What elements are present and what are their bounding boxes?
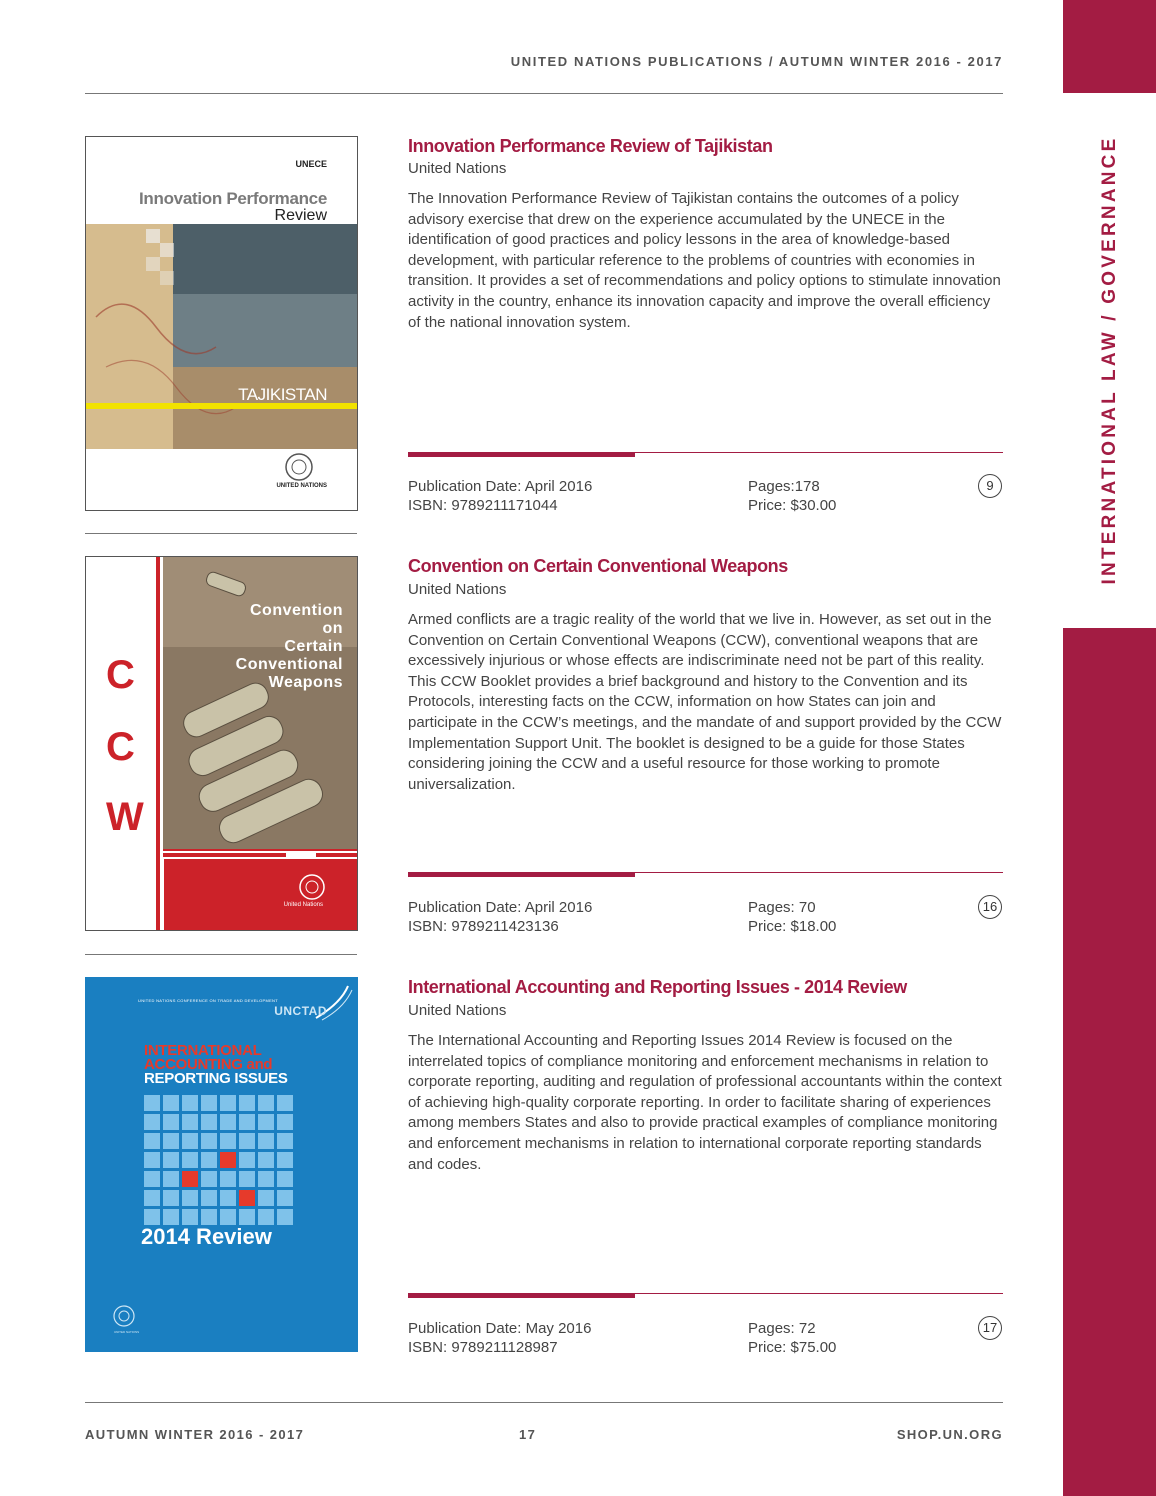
cover-grid-cell — [144, 1114, 160, 1130]
publication-isbn: ISBN: 9789211171044 — [408, 497, 558, 514]
publication-pages: Pages: 70 — [748, 899, 816, 916]
cover-grid-cell — [239, 1114, 255, 1130]
cover-title: INTERNATIONAL ACCOUNTING and REPORTING ISSUES — [144, 1042, 288, 1087]
cover-grid-cell — [163, 1114, 179, 1130]
cover-grid-cell — [239, 1190, 255, 1206]
cover-grid-cell — [201, 1114, 217, 1130]
cover-grid-cell — [258, 1152, 274, 1168]
publication-title[interactable]: International Accounting and Reporting Issues - 2014 Review — [408, 977, 907, 997]
publication-isbn: ISBN: 9789211423136 — [408, 918, 559, 935]
cover-grid-cell — [277, 1209, 293, 1225]
cover-grid-cell — [163, 1171, 179, 1187]
reference-number: 16 — [978, 895, 1002, 919]
footer-edition: AUTUMN WINTER 2016 - 2017 — [85, 1427, 305, 1442]
cover-title-2: Review — [274, 207, 327, 224]
publication-title[interactable]: Convention on Certain Conventional Weapons — [408, 556, 788, 576]
cover-grid-cell — [277, 1152, 293, 1168]
publication-author: United Nations — [408, 160, 507, 177]
cover-grid-cell — [277, 1114, 293, 1130]
cover-grid-cell — [201, 1190, 217, 1206]
publication-title[interactable]: Innovation Performance Review of Tajikistan — [408, 136, 773, 156]
cover-grid-cell — [277, 1190, 293, 1206]
publication-date-isbn — [408, 477, 592, 515]
publication-date-isbn — [408, 898, 592, 936]
cover-grid-cell — [220, 1209, 236, 1225]
cover-grid-cell — [258, 1133, 274, 1149]
page-number: 17 — [519, 1427, 537, 1442]
cover-grid-cell — [182, 1114, 198, 1130]
publication-price: Price: $18.00 — [748, 918, 837, 935]
cover-grid-cell — [182, 1190, 198, 1206]
publication-divider-accent — [408, 1293, 635, 1298]
cover-grid-cell — [258, 1190, 274, 1206]
cover-grid-cell — [201, 1095, 217, 1111]
cover-letter-c: C — [106, 653, 135, 697]
cover-grid-cell — [220, 1171, 236, 1187]
cover-title: Convention on Certain Conventional Weapons — [235, 602, 343, 691]
section-rule — [85, 954, 357, 955]
cover-tajikistan[interactable] — [85, 136, 358, 511]
publication-date: Publication Date: April 2016 — [408, 899, 593, 916]
cover-grid-cell — [182, 1133, 198, 1149]
cover-grid-cell — [220, 1190, 236, 1206]
cover-grid-cell — [182, 1095, 198, 1111]
cover-publisher: United Nations — [283, 902, 323, 908]
cover-publisher: UNITED NATIONS — [114, 1330, 140, 1334]
cover-ccw[interactable] — [85, 556, 358, 931]
cover-grid-cell — [182, 1209, 198, 1225]
publication-date: Publication Date: May 2016 — [408, 1320, 592, 1337]
cover-grid-cell — [239, 1152, 255, 1168]
cover-title-1: Innovation Performance — [139, 189, 327, 208]
cover-grid-cell — [220, 1095, 236, 1111]
cover-grid-cell — [144, 1190, 160, 1206]
cover-grid-cell — [258, 1114, 274, 1130]
section-rule — [85, 533, 357, 534]
cover-grid-cell — [277, 1133, 293, 1149]
cover-grid-cell — [201, 1133, 217, 1149]
cover-grid-cell — [163, 1133, 179, 1149]
publication-pages-price — [748, 477, 836, 515]
section-label: INTERNATIONAL LAW / GOVERNANCE — [1098, 135, 1120, 585]
cover-grid-cell — [163, 1209, 179, 1225]
publication-pages-price — [748, 1319, 836, 1357]
publication-pages: Pages:178 — [748, 478, 820, 495]
reference-number: 17 — [978, 1316, 1002, 1340]
cover-grid-cell — [144, 1209, 160, 1225]
cover-grid-cell — [258, 1171, 274, 1187]
side-tab-top — [1063, 0, 1156, 93]
cover-grid-cell — [163, 1152, 179, 1168]
publication-divider-accent — [408, 452, 635, 457]
cover-grid-cell — [144, 1171, 160, 1187]
cover-country: TAJIKISTAN — [238, 385, 327, 404]
cover-art — [86, 978, 358, 1352]
cover-grid-cell — [258, 1209, 274, 1225]
publication-description: Armed conflicts are a tragic reality of the world that we live in. However, as set out in the Convention on Certain Conventional Weapons (CCW), conventional weapons that are excessively injurious or whose effects are indiscriminate need not be part of this reality. This CCW Booklet provides a brief background and history to the Convention and its Protocols, interesting facts on the CCW, information on how States can join and participate in the CCW’s meetings, and the mandate of and support provided by the CCW Implementation Support Unit. The booklet is designed to be a guide for those States considering joining the CCW and a useful resource for those working to promote universalization. — [408, 611, 1002, 793]
publication-pages: Pages: 72 — [748, 1320, 816, 1337]
cover-conference: UNITED NATIONS CONFERENCE ON TRADE AND DEVELOPMENT — [138, 998, 278, 1003]
publication-price: Price: $30.00 — [748, 497, 837, 514]
publication-date: Publication Date: April 2016 — [408, 478, 593, 495]
cover-grid-cell — [239, 1209, 255, 1225]
publication-author: United Nations — [408, 1002, 507, 1019]
cover-grid-cell — [220, 1152, 236, 1168]
cover-grid-cell — [201, 1171, 217, 1187]
publication-pages-price — [748, 898, 836, 936]
cover-grid-cell — [258, 1095, 274, 1111]
cover-grid-cell — [220, 1114, 236, 1130]
publication-isbn: ISBN: 9789211128987 — [408, 1339, 558, 1356]
header-rule — [85, 93, 1003, 94]
header-title: UNITED NATIONS PUBLICATIONS / AUTUMN WINTER 2016 - 2017 — [510, 54, 1003, 69]
publication-divider-accent — [408, 872, 635, 877]
publication-description: The Innovation Performance Review of Tajikistan contains the outcomes of a policy advisory exercise that drew on the experience accumulated by the UNECE in the identification of good practices and policy lessons in the area of knowledge-based development, with particular reference to the problems of countries with economies in transition. It provides a set of recommendations and policy options to stimulate innovation activity in the country, enhance its innovation capacity and improve the overall efficiency of the national innovation system. — [408, 190, 1001, 331]
cover-grid-cell — [144, 1133, 160, 1149]
cover-grid-cell — [201, 1209, 217, 1225]
cover-grid-cell — [163, 1095, 179, 1111]
cover-grid-cell — [182, 1152, 198, 1168]
cover-letter-w: W — [106, 795, 144, 839]
cover-org: UNECE — [295, 159, 327, 169]
cover-grid-cell — [277, 1095, 293, 1111]
cover-grid-cell — [182, 1171, 198, 1187]
cover-grid-cell — [144, 1095, 160, 1111]
side-tab-bottom — [1063, 628, 1156, 1496]
cover-grid-cell — [239, 1095, 255, 1111]
cover-grid-cell — [201, 1152, 217, 1168]
publication-author: United Nations — [408, 581, 507, 598]
publication-price: Price: $75.00 — [748, 1339, 837, 1356]
publication-date-isbn — [408, 1319, 591, 1357]
cover-grid-cell — [220, 1133, 236, 1149]
cover-grid-cell — [144, 1152, 160, 1168]
footer-rule — [85, 1402, 1003, 1403]
cover-review: 2014 Review — [141, 1224, 272, 1249]
cover-publisher: UNITED NATIONS — [276, 483, 327, 489]
footer-website[interactable]: SHOP.UN.ORG — [896, 1427, 1003, 1442]
cover-unctad[interactable] — [85, 977, 358, 1352]
cover-grid-cell — [277, 1171, 293, 1187]
publication-description: The International Accounting and Reporting Issues 2014 Review is focused on the interrelated topics of compliance monitoring and enforcement mechanisms in relation to corporate reporting, auditing and regulation of professional accountants within the context of achieving high-quality corporate reporting. In order to facilitate sharing of experiences among members States and also to provide practical examples of compliance monitoring and enforcement mechanisms in relation to international corporate reporting standards and codes. — [408, 1032, 1002, 1173]
cover-grid-cell — [163, 1190, 179, 1206]
cover-grid-cell — [239, 1171, 255, 1187]
cover-grid-cell — [239, 1133, 255, 1149]
cover-letter-c2: C — [106, 725, 135, 769]
reference-number: 9 — [978, 474, 1002, 498]
cover-org: UNCTAD — [274, 1004, 327, 1018]
